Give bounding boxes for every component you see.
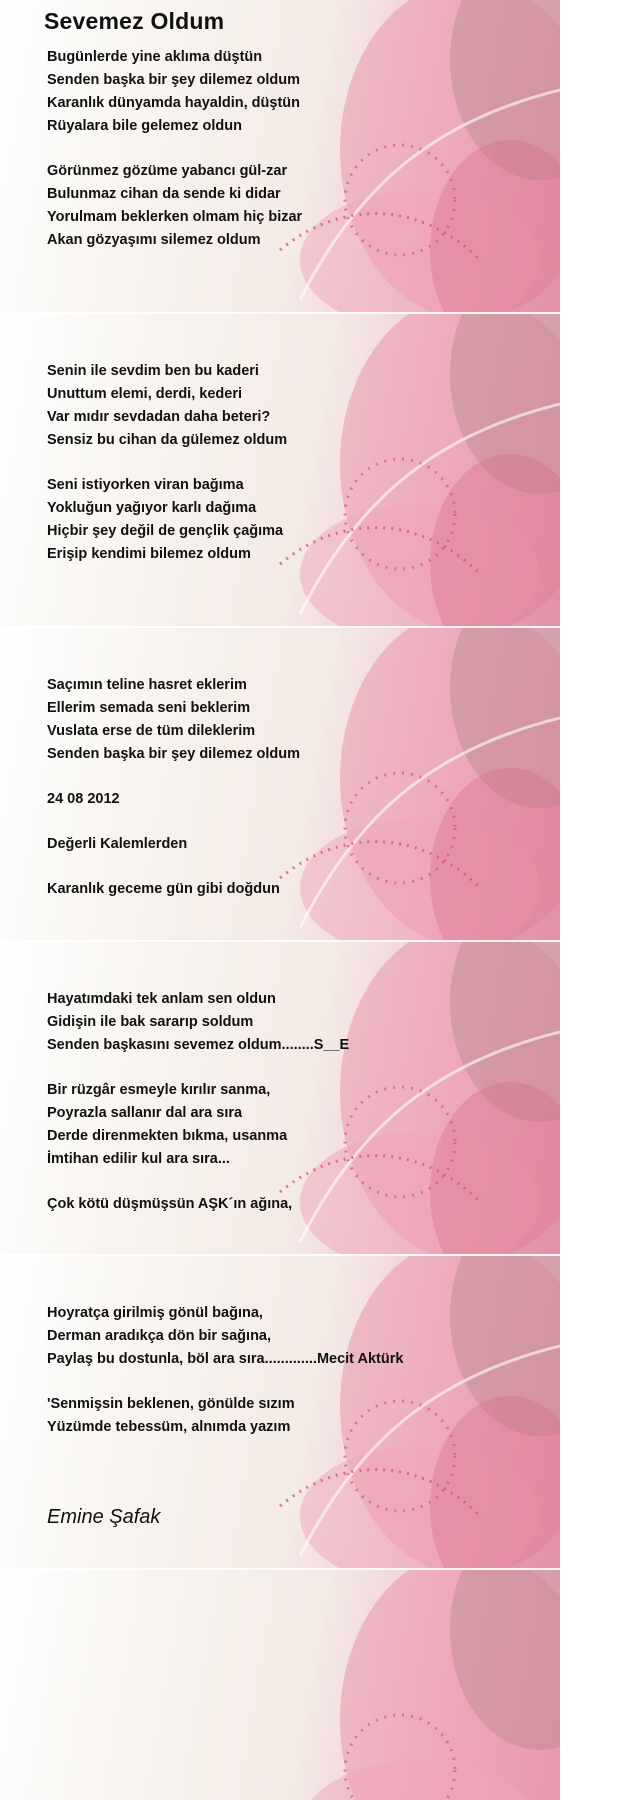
poem-line: Derman aradıkça dön bir sağına, — [47, 1328, 272, 1344]
poem-title: Sevemez Oldum — [44, 8, 225, 34]
poem-line: Ellerim semada seni beklerim — [47, 700, 251, 716]
poem-line: Bir rüzgâr esmeyle kırılır sanma, — [47, 1082, 271, 1098]
poem-line: Yokluğun yağıyor karlı dağıma — [47, 500, 257, 516]
poem-line: İmtihan edilir kul ara sıra... — [47, 1151, 230, 1167]
poem-line: Vuslata erse de tüm dileklerim — [47, 723, 256, 739]
poem-line: Saçımın teline hasret eklerim — [47, 677, 247, 693]
poem-line: Derde direnmekten bıkma, usanma — [47, 1128, 288, 1144]
poem-line: Senden başka bir şey dilemez oldum — [47, 72, 301, 88]
poem-line: Seni istiyorken viran bağıma — [47, 477, 244, 493]
poem-line: Akan gözyaşımı silemez oldum — [47, 232, 261, 248]
poem-line: Paylaş bu dostunla, böl ara sıra.............Mecit Aktürk — [47, 1351, 404, 1367]
poem-line: Senden başkasını sevemez oldum........S__E — [47, 1037, 350, 1053]
poem-line: Yüzümde tebessüm, alnımda yazım — [47, 1419, 291, 1435]
poem-line: Poyrazla sallanır dal ara sıra — [47, 1105, 243, 1121]
poem-line: Senden başka bir şey dilemez oldum — [47, 746, 301, 762]
poem-line: Hiçbir şey değil de gençlik çağıma — [47, 523, 284, 539]
poem-line: Karanlık geceme gün gibi doğdun — [47, 881, 280, 897]
poem-line: Gidişin ile bak sararıp soldum — [47, 1014, 254, 1030]
poem-line: 'Senmişsin beklenen, gönülde sızım — [47, 1396, 295, 1412]
poem-line: Hoyratça girilmiş gönül bağına, — [47, 1305, 263, 1321]
poem-line: Sensiz bu cihan da gülemez oldum — [47, 432, 288, 448]
poem-line: 24 08 2012 — [47, 791, 120, 807]
poem-line: Yorulmam beklerken olmam hiç bizar — [47, 209, 303, 225]
poem-line: Bugünlerde yine aklıma düştün — [47, 49, 263, 65]
poem-line: Görünmez gözüme yabancı gül-zar — [47, 163, 288, 179]
poem-line: Değerli Kalemlerden — [47, 836, 188, 852]
poem-line: Bulunmaz cihan da sende ki didar — [47, 186, 281, 202]
poem-author: Emine Şafak — [47, 1506, 161, 1528]
poem-line: Karanlık dünyamda hayaldin, düştün — [47, 95, 300, 111]
poem-line: Çok kötü düşmüşsün AŞK´ın ağına, — [47, 1196, 293, 1212]
poem-line: Erişip kendimi bilemez oldum — [47, 546, 251, 562]
poem-line: Hayatımdaki tek anlam sen oldun — [47, 991, 276, 1007]
poem-line: Var mıdır sevdadan daha beteri? — [47, 409, 271, 425]
poem-line: Senin ile sevdim ben bu kaderi — [47, 363, 259, 379]
poem-line: Unuttum elemi, derdi, kederi — [47, 386, 242, 402]
poem-line: Rüyalara bile gelemez oldun — [47, 118, 242, 134]
